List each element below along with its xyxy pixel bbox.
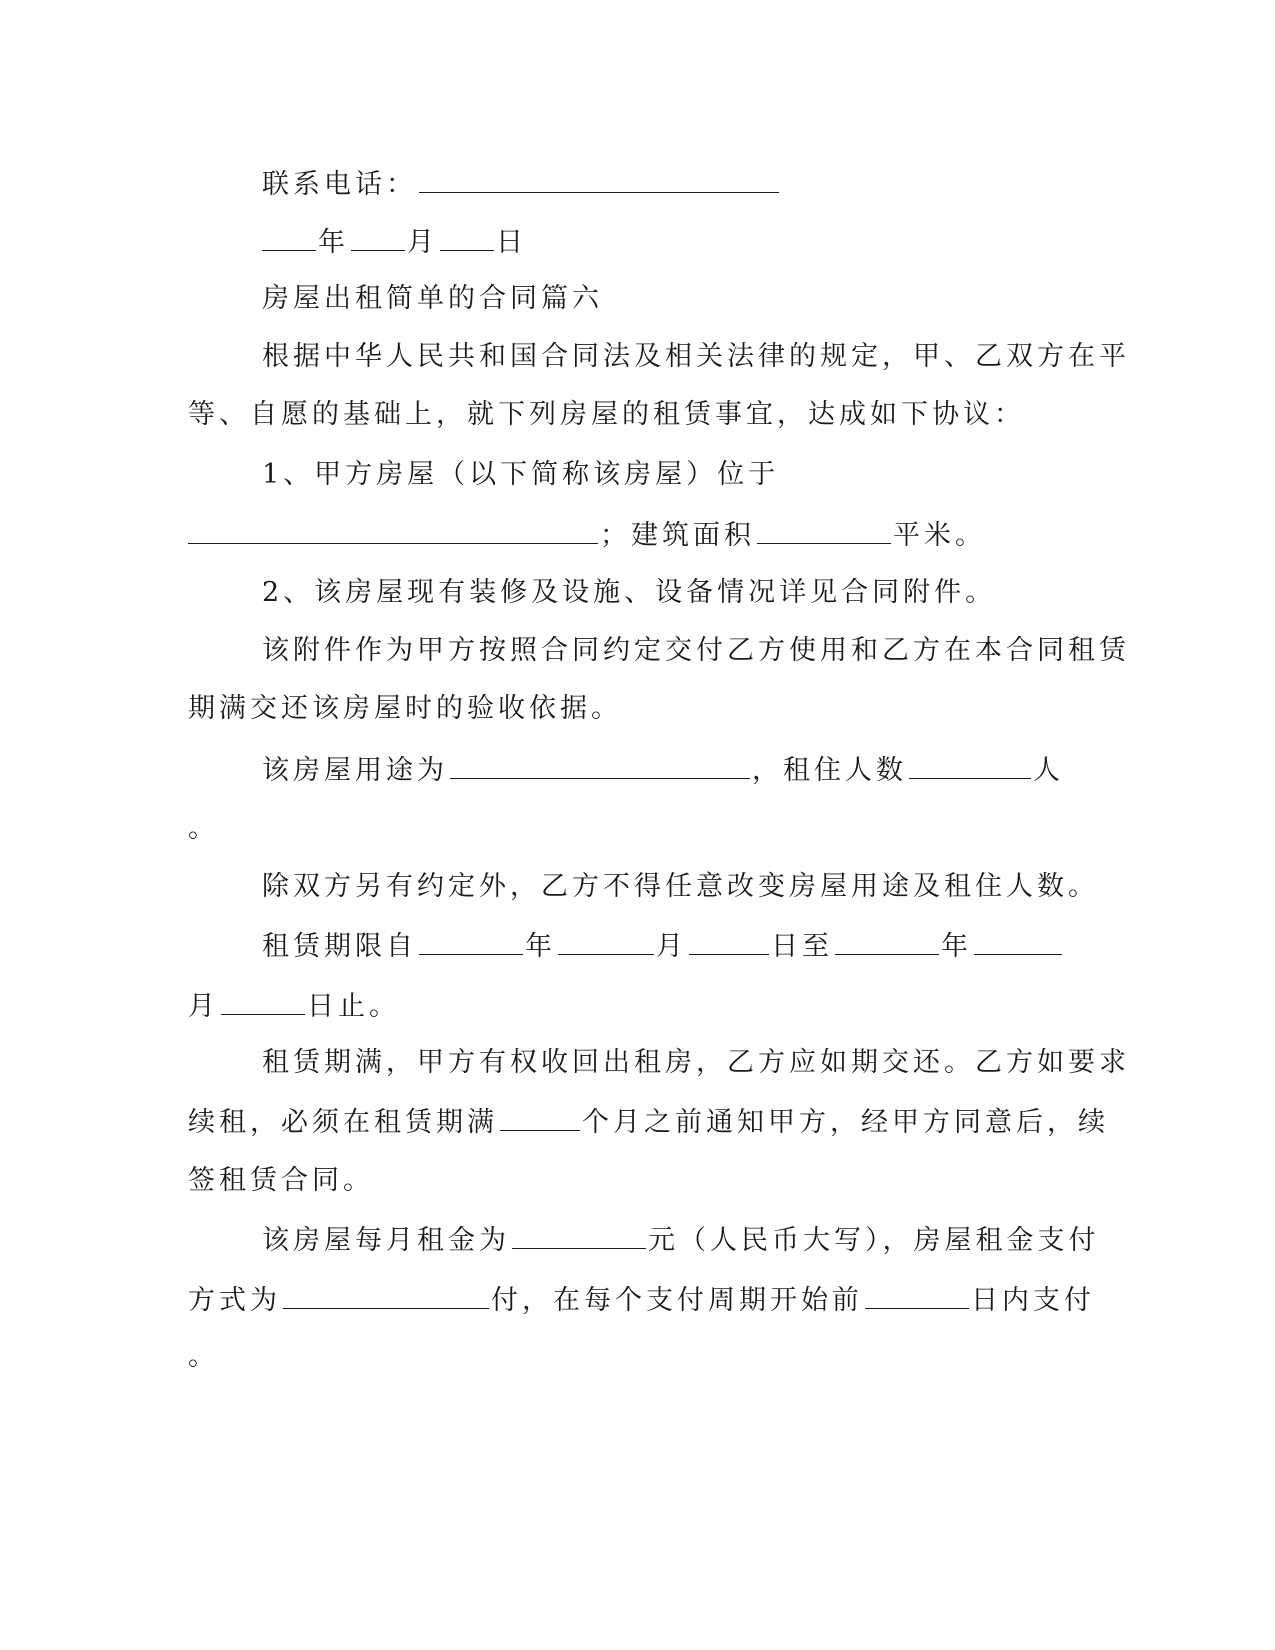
restriction-line: 除双方另有约定外，乙方不得任意改变房屋用途及租住人数。 [262,871,1099,902]
clause1-line-1: 1、甲方房屋（以下简称该房屋）位于 [262,459,780,490]
month-blank [351,224,405,251]
area-unit: 平米。 [893,520,986,551]
day-blank [440,224,494,251]
address-blank [188,517,598,544]
section-heading: 房屋出租简单的合同篇六 [262,283,603,314]
usage-prefix: 该房屋用途为 [262,755,448,786]
area-blank [757,517,891,544]
rent-line-1 [262,1222,1100,1258]
renewal-line-2 [188,1104,1109,1140]
usage-line [262,752,1064,788]
contact-label: 联系电话： [262,169,417,200]
attachment-line-2: 期满交还该房屋时的验收依据。 [188,693,622,724]
rent-amount-blank [512,1222,646,1249]
payment-cycle-label: 付，在每个支付周期开始前 [491,1285,863,1316]
clause2-line: 2、该房屋现有装修及设施、设备情况详见合同附件。 [262,577,997,608]
renewal-line-1: 租赁期满，甲方有权收回出租房，乙方应如期交还。乙方如要求 [262,1047,1130,1078]
contact-blank [419,166,779,193]
usage-end: 。 [188,813,219,844]
renewal-months-blank [500,1104,580,1131]
renewal-prefix: 续租，必须在租赁期满 [188,1107,498,1138]
month-label: 月 [407,227,438,258]
attachment-line-1: 该附件作为甲方按照合同约定交付乙方使用和乙方在本合同租赁 [262,635,1130,666]
rent-middle: 元（人民币大写），房屋租金支付 [648,1225,1100,1256]
term-day-blank [689,928,769,955]
payment-method-label: 方式为 [188,1285,281,1316]
persons-unit: 人 [1033,755,1064,786]
rent-end: 。 [188,1341,219,1372]
renewal-line-3: 签租赁合同。 [188,1165,374,1196]
term-end: 日止。 [307,991,400,1022]
year-blank [262,224,316,251]
clause1-line-2 [188,517,986,553]
intro-line-2: 等、自愿的基础上，就下列房屋的租赁事宜，达成如下协议： [188,399,1025,430]
term-line-1 [262,928,1064,964]
contact-line [262,166,781,202]
rent-line-2 [188,1282,1095,1318]
area-label: ；建筑面积 [600,520,755,551]
rent-prefix: 该房屋每月租金为 [262,1225,510,1256]
date-line [262,224,527,260]
term-month-label: 月 [656,931,687,962]
intro-line-1: 根据中华人民共和国合同法及相关法律的规定，甲、乙双方在平 [262,341,1130,372]
term-year-blank [419,928,523,955]
term-year2-blank [835,928,939,955]
term-prefix: 租赁期限自 [262,931,417,962]
year-label: 年 [318,227,349,258]
payment-days-suffix: 日内支付 [971,1285,1095,1316]
term-month-blank [558,928,654,955]
term-month2-blank [974,928,1062,955]
term-line-2 [188,988,400,1024]
payment-method-blank [283,1282,489,1309]
term-month2-label: 月 [188,991,219,1022]
persons-blank [909,752,1031,779]
renewal-suffix: 个月之前通知甲方，经甲方同意后，续 [582,1107,1109,1138]
term-year2-label: 年 [941,931,972,962]
term-year-label: 年 [525,931,556,962]
term-day2-blank [221,988,305,1015]
persons-label: ，租住人数 [752,755,907,786]
usage-blank [450,752,750,779]
day-label: 日 [496,227,527,258]
payment-days-blank [865,1282,969,1309]
term-day-to-label: 日至 [771,931,833,962]
